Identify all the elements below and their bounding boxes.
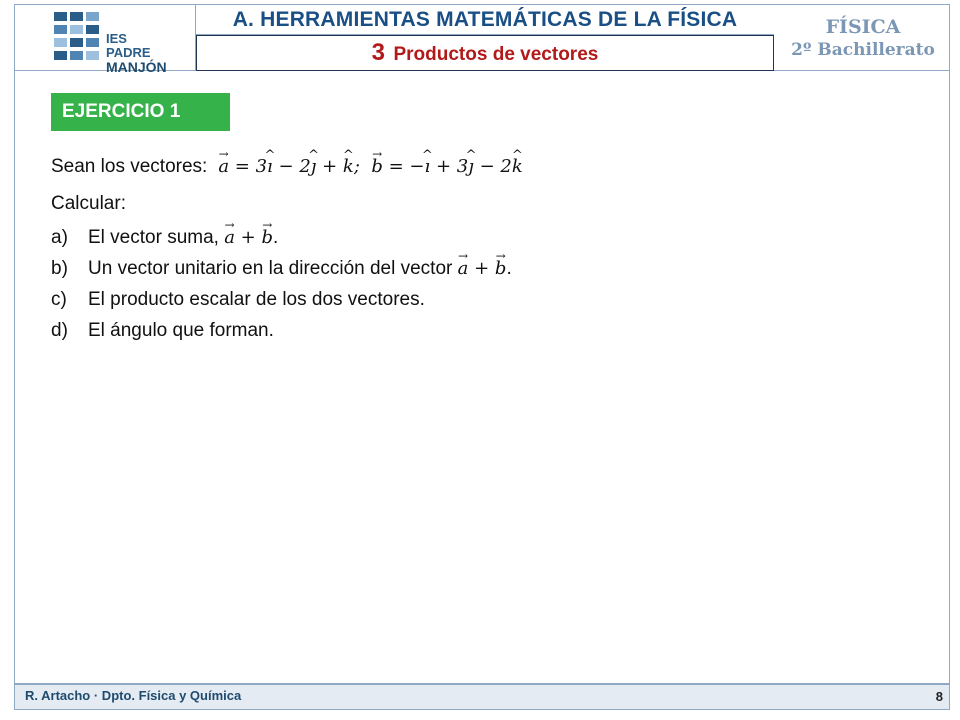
task-item-d [51, 319, 512, 350]
footer-author: R. Artacho · Dpto. Física y Química [25, 688, 242, 703]
school-logo [54, 12, 174, 75]
task-label: b) [51, 258, 68, 279]
vectors-formula: → a = 3^ ı − 2^ ȷ + ^ k; → b = −^ ı + 3^ ȷ − 2^ k [213, 156, 523, 177]
task-label: d) [51, 320, 68, 341]
calc-label: Calcular: [51, 193, 126, 214]
task-end: . [506, 258, 512, 279]
vectors-statement [51, 155, 523, 179]
task-item-a [51, 226, 512, 257]
task-list [51, 226, 512, 350]
unit-title: A. HERRAMIENTAS MATEMÁTICAS DE LA FÍSICA [196, 4, 774, 35]
logo-line1: IES PADRE [106, 31, 151, 60]
logo-line2: MANJÓN [106, 59, 167, 75]
task-text: Un vector unitario en la dirección del vector [88, 258, 453, 279]
section-heading [196, 35, 774, 71]
course-brand [776, 4, 950, 71]
footer-bar [14, 684, 950, 710]
exercise-badge: EJERCICIO 1 [51, 93, 230, 131]
vectors-intro: Sean los vectores: [51, 156, 208, 177]
section-title: Productos de vectores [393, 44, 599, 65]
sum-formula: → a + → b [224, 227, 273, 248]
logo-grid-icon [54, 12, 102, 60]
page-number: 8 [935, 689, 943, 704]
brand-level: 2º Bachillerato [791, 40, 935, 60]
task-text: El vector suma, [88, 227, 219, 248]
task-end: . [273, 227, 279, 248]
task-item-b [51, 257, 512, 288]
task-label: a) [51, 227, 68, 248]
task-text: El producto escalar de los dos vectores. [88, 289, 425, 310]
sum-formula: → a + → b [458, 258, 507, 279]
task-item-c [51, 288, 512, 319]
task-label: c) [51, 289, 67, 310]
logo-text [106, 32, 174, 74]
task-text: El ángulo que forman. [88, 320, 274, 341]
section-number: 3 [371, 39, 386, 66]
brand-subject: FÍSICA [825, 16, 901, 38]
